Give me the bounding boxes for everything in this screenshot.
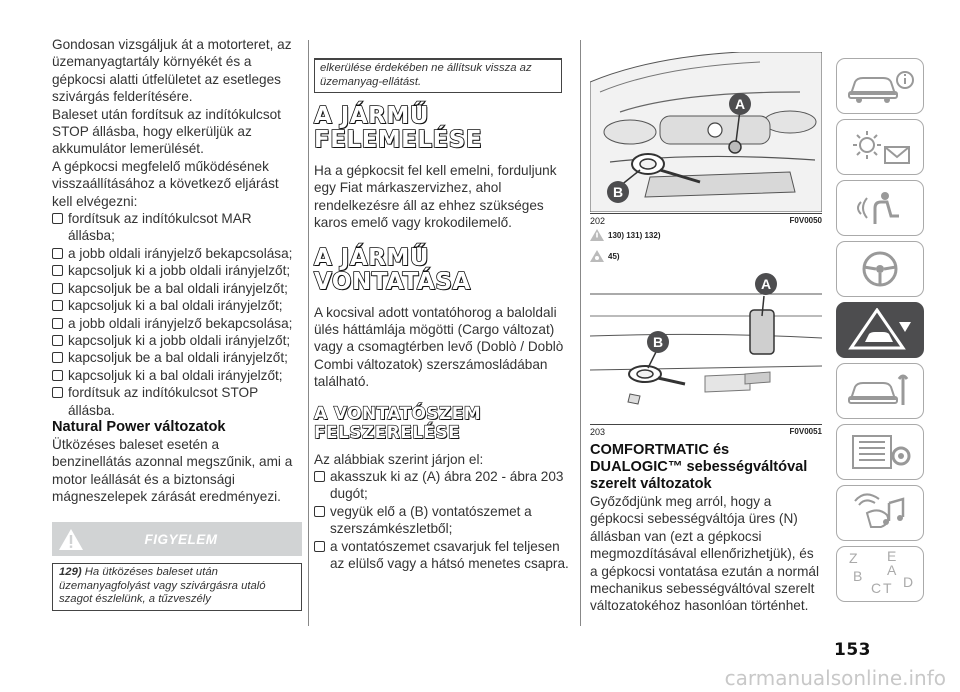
page-number: 153	[834, 640, 871, 660]
figure-caption	[590, 213, 822, 226]
checkbox-bullet-icon	[52, 248, 63, 259]
list-item-text: fordítsuk az indítókulcsot STOP állásba.	[68, 385, 258, 418]
figure-number: 203	[590, 427, 606, 437]
list-item-text: fordítsuk az indítókulcsot MAR állásba;	[68, 211, 252, 244]
tab-driving[interactable]	[836, 241, 924, 297]
section-title: FELEMELÉSE	[314, 127, 483, 153]
list-item-text: kapcsoljuk ki a jobb oldali irányjelzőt;	[68, 263, 291, 279]
warning-car-icon	[845, 308, 915, 352]
figure-caption	[590, 424, 822, 437]
caution-ref-icon	[590, 250, 604, 262]
middle-column	[314, 104, 576, 573]
checkbox-bullet-icon	[314, 471, 325, 482]
list-item-text: a jobb oldali irányjelző bekapcsolása;	[68, 245, 293, 261]
reference-row	[590, 229, 660, 241]
watermark: carmanualsonline.info	[724, 666, 946, 690]
list-item	[52, 384, 302, 419]
warning-text: Ha ütközéses baleset után üzemanyagfolyást vagy szivárgásra utaló szagot észlelünk, a tűzveszély	[59, 566, 266, 606]
list-item	[52, 315, 302, 332]
warning-continuation-text: elkerülése érdekében ne állítsuk vissza az üzemanyag-ellátást.	[320, 62, 532, 88]
bumper-illustration	[590, 266, 822, 420]
paragraph: A kocsival adott vontatóhorog a baloldali ülés háttámlája mögötti (Cargo változat) vagy a csomagtérben levő (Doblò / Doblò Combi változatok) szerszámosládában található.	[314, 304, 564, 390]
paragraph: Az alábbiak szerint járjon el:	[314, 451, 484, 467]
tab-service[interactable]	[836, 363, 924, 419]
car-service-icon	[845, 371, 915, 411]
list-item	[314, 468, 576, 503]
list-item	[52, 367, 302, 384]
multimedia-icon	[845, 493, 915, 533]
reference-text: 45)	[608, 251, 620, 261]
section-heading: COMFORTMATIC és DUALOGIC™ sebességváltóval szerelt változatok	[590, 442, 808, 492]
list-item-text: kapcsoljuk ki a bal oldali irányjelzőt;	[68, 367, 283, 383]
checkbox-bullet-icon	[52, 283, 63, 294]
paragraph: A gépkocsi megfelelő működésének visszaállításához a következő eljárást kell elvégezni:	[52, 158, 279, 209]
section-title: FELSZERELÉSE	[314, 422, 461, 443]
car-info-icon	[845, 66, 915, 106]
figure-label: B	[612, 184, 624, 200]
paragraph: Ütközéses baleset esetén a benzinellátás azonnal megszűnik, ami a motor leállását és a biztonsági mágneszelepek zárását eredményezi.	[52, 436, 293, 505]
list-item	[52, 210, 302, 245]
section-title: A VONTATÓSZEM	[314, 403, 482, 424]
checkbox-bullet-icon	[52, 387, 63, 398]
lights-message-icon	[845, 127, 915, 167]
list-item	[52, 245, 302, 262]
checkbox-bullet-icon	[52, 370, 63, 381]
right-column-text	[590, 442, 822, 615]
checkbox-bullet-icon	[52, 318, 63, 329]
section-heading: Natural Power változatok	[52, 418, 226, 435]
tab-technical-data[interactable]	[836, 424, 924, 480]
warning-header	[52, 522, 302, 556]
warning-number: 129)	[59, 566, 82, 578]
paragraph: Baleset után fordítsuk az indítókulcsot STOP állásba, hogy elkerüljük az akkumulátor lemerülését.	[52, 106, 281, 157]
list-item-text: kapcsoljuk ki a bal oldali irányjelzőt;	[68, 298, 283, 314]
technical-data-icon	[845, 432, 915, 472]
column-divider	[580, 40, 581, 626]
figure-label: A	[760, 276, 772, 292]
index-letter: Z	[849, 550, 858, 566]
paragraph: Győződjünk meg arról, hogy a gépkocsi sebességváltója üres (N) állásban van (ezt a gépkocsi megmozdításával ellenőrizhetjük), és a gépkocsi vontatása ezután a normál mechanikus sebességváltóval szerelt változatokéhoz hasonlóan történhet.	[590, 494, 819, 614]
tab-multimedia[interactable]	[836, 485, 924, 541]
tab-car-info[interactable]	[836, 58, 924, 114]
list-item	[52, 262, 302, 279]
index-letter: T	[883, 580, 892, 596]
list-item	[52, 332, 302, 349]
list-item-text: a jobb oldali irányjelző bekapcsolása;	[68, 315, 293, 331]
left-column	[52, 36, 302, 506]
list-item-text: akasszuk ki az (A) ábra 202 - ábra 203 dugót;	[330, 469, 564, 502]
checkbox-bullet-icon	[52, 265, 63, 276]
paragraph: Ha a gépkocsit fel kell emelni, forduljunk egy Fiat márkaszervizhez, ahol rendelkezésre áll az ehhez szükséges karos emelő vagy krokodilemelő.	[314, 163, 557, 231]
figure-202	[590, 52, 822, 212]
list-item-text: a vontatószemet csavarjuk fel teljesen az elülső vagy a hátsó menetes csapra.	[330, 538, 569, 572]
figure-number: 202	[590, 216, 606, 226]
index-icon	[843, 549, 917, 599]
warning-continuation-box	[314, 58, 562, 93]
tab-emergency[interactable]	[836, 302, 924, 358]
index-letter: B	[853, 568, 863, 584]
index-letter: C	[871, 580, 882, 596]
section-title: A JÁRMŰ	[314, 103, 429, 129]
index-letter: D	[903, 574, 914, 590]
steering-wheel-icon	[845, 249, 915, 289]
figure-code: F0V0051	[789, 427, 822, 436]
list-item	[314, 538, 576, 573]
index-letter: E	[887, 549, 897, 564]
figure-code: F0V0050	[789, 216, 822, 225]
index-letter: A	[887, 562, 897, 578]
tab-index[interactable]	[836, 546, 924, 602]
paragraph: Gondosan vizsgáljuk át a motorteret, az üzemanyagtartály környékét és a gépkocsi alatti útfelületet az esetleges szivárgás felderítésére.	[52, 37, 292, 105]
list-item	[52, 297, 302, 314]
figure-203	[590, 266, 822, 420]
warning-ref-icon	[590, 229, 604, 241]
column-divider	[308, 40, 309, 626]
tab-lights-messages[interactable]	[836, 119, 924, 175]
list-item	[314, 503, 576, 538]
checkbox-bullet-icon	[52, 352, 63, 363]
checkbox-bullet-icon	[314, 506, 325, 517]
warning-title: FIGYELEM	[144, 531, 218, 547]
reference-row	[590, 250, 620, 262]
list-item	[52, 280, 302, 297]
tab-safety[interactable]	[836, 180, 924, 236]
list-item-text: kapcsoljuk be a bal oldali irányjelzőt;	[68, 350, 288, 366]
airbag-seat-icon	[845, 188, 915, 228]
list-item-text: vegyük elő a (B) vontatószemet a szerszámkészletből;	[330, 503, 532, 537]
warning-triangle-icon	[52, 528, 90, 551]
car-front-illustration	[590, 52, 822, 212]
checkbox-bullet-icon	[314, 541, 325, 552]
checkbox-bullet-icon	[52, 300, 63, 311]
list-item	[52, 349, 302, 366]
checkbox-bullet-icon	[52, 213, 63, 224]
figure-label: A	[734, 96, 746, 112]
list-item-text: kapcsoljuk be a bal oldali irányjelzőt;	[68, 280, 288, 296]
section-title: A JÁRMŰ	[314, 244, 429, 271]
section-title: VONTATÁSA	[314, 268, 471, 295]
reference-text: 130) 131) 132)	[608, 230, 661, 240]
checkbox-bullet-icon	[52, 335, 63, 346]
warning-box	[52, 563, 302, 611]
list-item-text: kapcsoljuk ki a jobb oldali irányjelzőt;	[68, 332, 291, 348]
figure-label: B	[652, 334, 664, 350]
